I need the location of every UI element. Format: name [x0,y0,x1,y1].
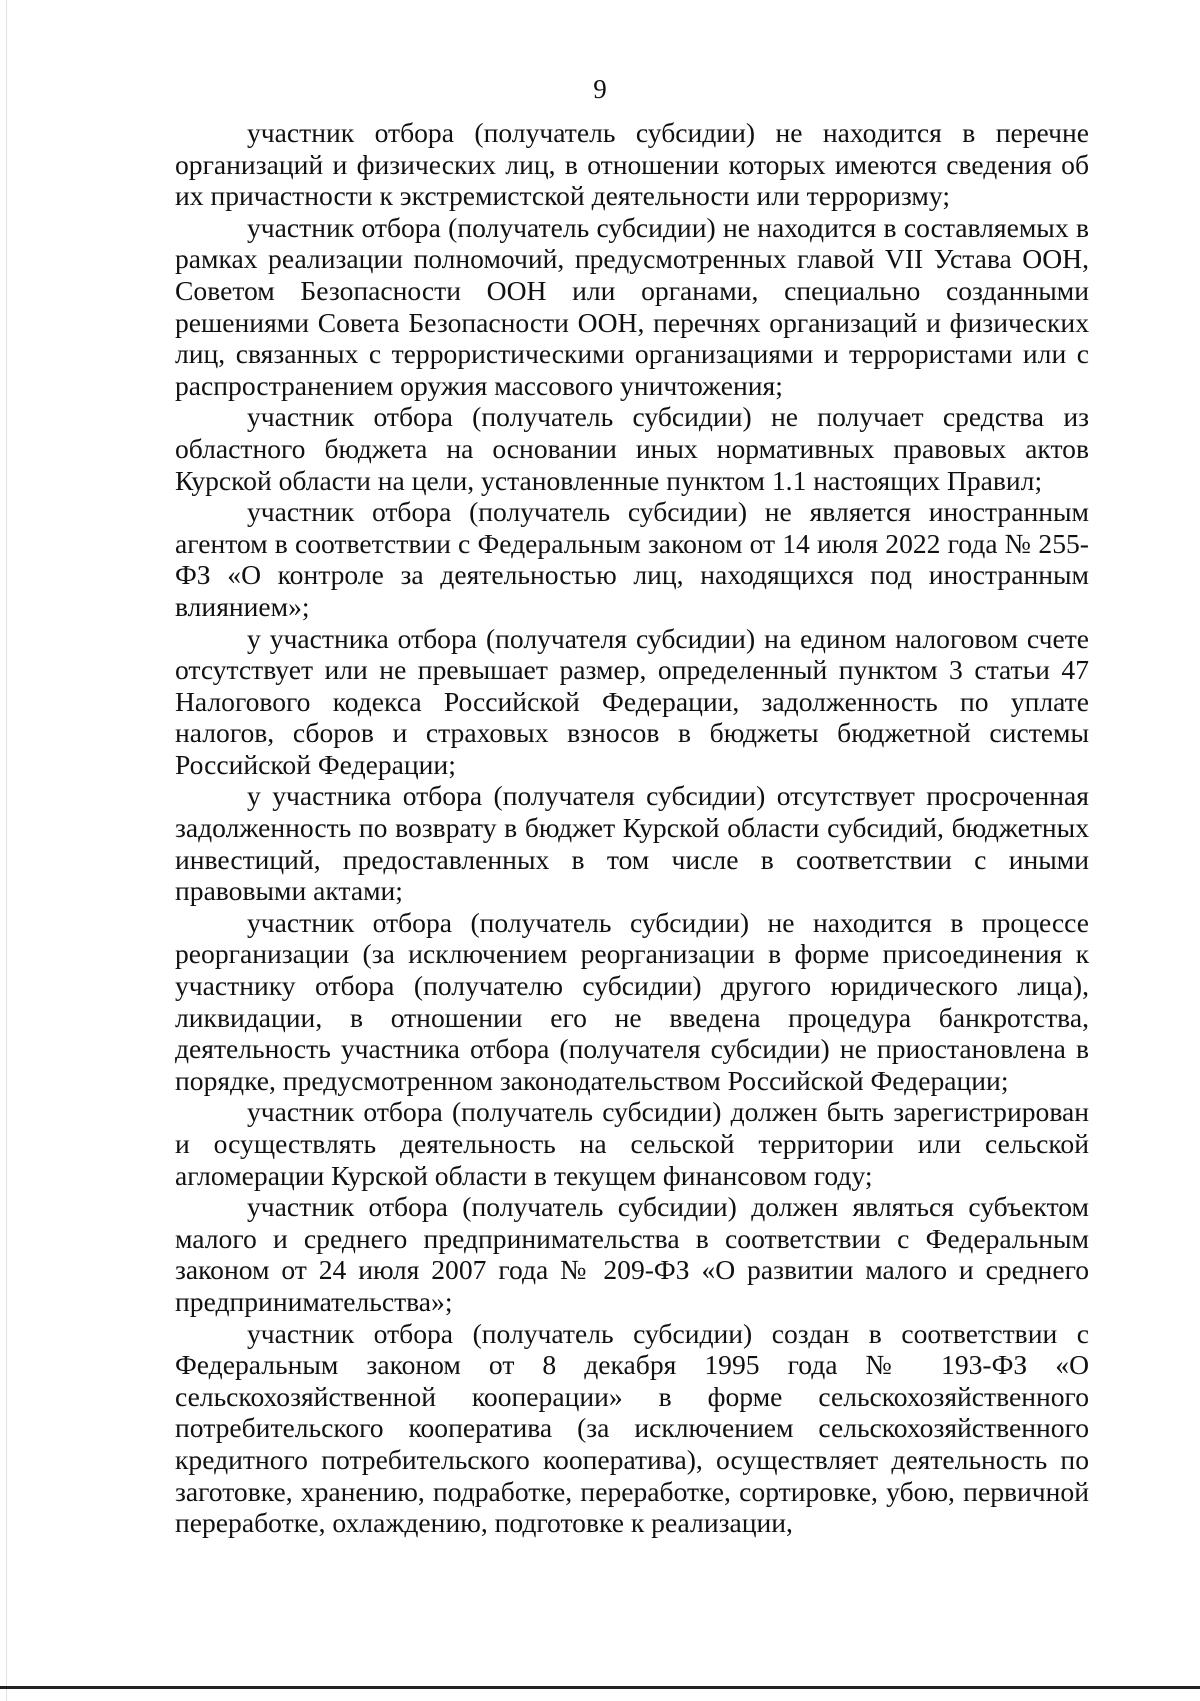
paragraph-reorganization: участник отбора (получатель субсидии) не находится в процессе реорганизации (за исключением реорганизации в форме присоединения к участнику отбора (получателю субсидии) другого юридического лица), ликвидации, в отношении его не введена процедура банкротства, деятельность участника отбора (получателя субсидии) не приостановлена в порядке, предусмотренном законодательством Российской Федерации; [175,906,1089,1096]
paragraph-cooperative: участник отбора (получатель субсидии) создан в соответствии с Федеральным законом от 8 декабря 1995 года № 193-ФЗ «О сельскохозяйственной кооперации» в форме сельскохозяйственного потребительского кооператива (за исключением сельскохозяйственного кредитного потребительского кооператива), осуществляет деятельность по заготовке, хранению, подработке, переработке, сортировке, убою, первичной переработке, охлаждению, подготовке к реализации, [175,1317,1089,1539]
paragraph-foreign-agent: участник отбора (получатель субсидии) не является иностранным агентом в соответствии с Федеральным законом от 14 июля 2022 года № 255-ФЗ «О контроле за деятельностью лиц, находящихся под иностранным влиянием»; [175,496,1089,622]
scan-edge [6,0,7,1701]
paragraph-small-business: участник отбора (получатель субсидии) должен являться субъектом малого и среднего предпринимательства в соответствии с Федеральным законом от 24 июля 2007 года № 209-ФЗ «О развитии малого и среднего предпринимательства»; [175,1191,1089,1317]
paragraph-rural-registration: участник отбора (получатель субсидии) должен быть зарегистрирован и осуществлять деятельность на сельской территории или сельской агломерации Курской области в текущем финансовом году; [175,1096,1089,1191]
page-number: 9 [593,74,607,104]
paragraph-overdue-debt: у участника отбора (получателя субсидии) отсутствует просроченная задолженность по возврату в бюджет Курской области субсидий, бюджетных инвестиций, предоставленных в том числе в соответствии с иными правовыми актами; [175,780,1089,907]
paragraph-regional-budget-funds: участник отбора (получатель субсидии) не получает средства из областного бюджета на основании иных нормативных правовых актов Курской области на цели, установленные пунктом 1.1 настоящих Правил; [175,401,1089,496]
paragraph-un-sanctions-list: участник отбора (получатель субсидии) не находится в составляемых в рамках реализации полномочий, предусмотренных главой VII Устава ООН, Советом Безопасности ООН или органами, специально созданными решениями Совета Безопасности ООН, перечнях организаций и физических лиц, связанных с террористическими организациями и террористами или с распространением оружия массового уничтожения; [175,211,1089,401]
paragraph-tax-debt: у участника отбора (получателя субсидии) на едином налоговом счете отсутствует или не превышает размер, определенный пунктом 3 статьи 47 Налогового кодекса Российской Федерации, задолженность по уплате налогов, сборов и страховых взносов в бюджеты бюджетной системы Российской Федерации; [175,622,1089,780]
paragraph-extremism-list: участник отбора (получатель субсидии) не находится в перечне организаций и физических лиц, в отношении которых имеются сведения об их причастности к экстремистской деятельности или терроризму; [175,117,1089,212]
document-body [175,117,1089,1539]
bottom-edge-line [0,1686,1200,1689]
